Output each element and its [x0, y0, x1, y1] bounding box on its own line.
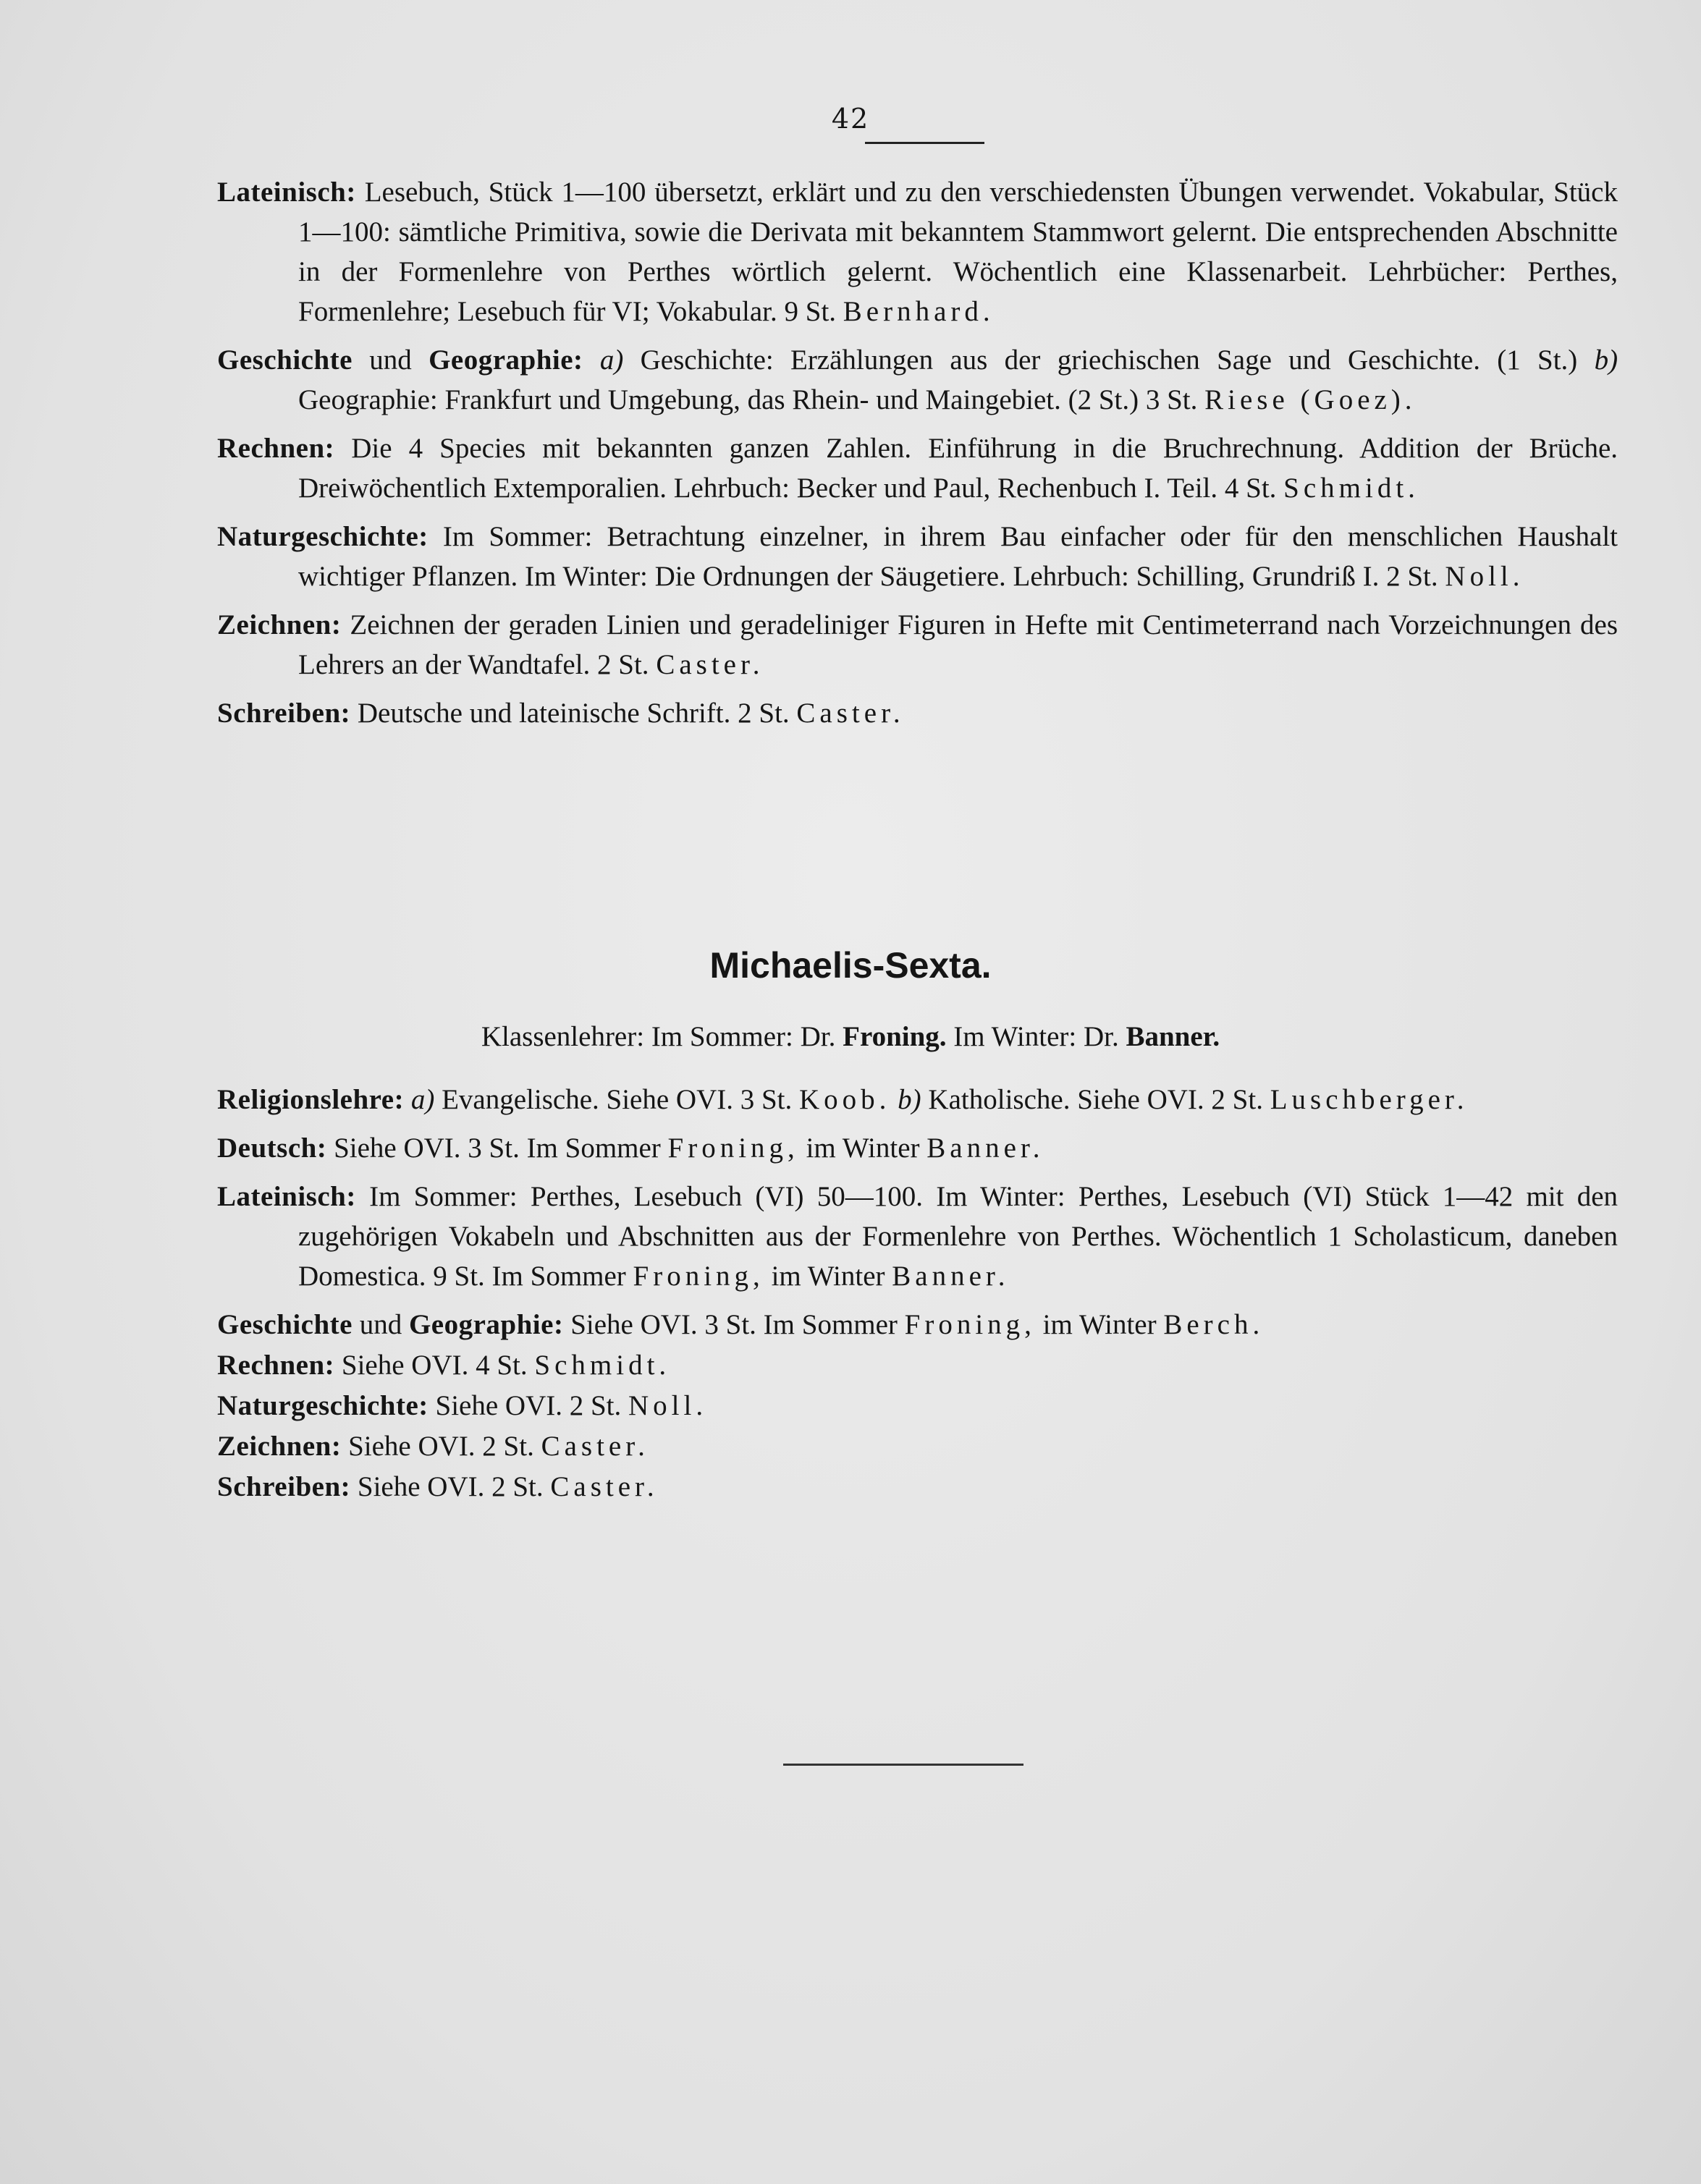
entry-geschichte-geographie — [217, 340, 1618, 420]
part-a-text: Evangelische. Siehe OVI. 3 St. — [442, 1084, 793, 1115]
entry-rechnen-michaelis — [217, 1345, 1618, 1386]
subject-label: Lateinisch: — [217, 177, 356, 208]
subject-label: Deutsch: — [217, 1133, 327, 1164]
teacher-name: Caster. — [796, 698, 905, 729]
part-a-text: Geschichte: Erzählungen aus der griechischen Sage und Geschichte. (1 St.) — [640, 344, 1578, 376]
class-teacher-line — [0, 1020, 1701, 1053]
subject-label: Schreiben: — [217, 1471, 351, 1502]
subject-label: Naturgeschichte: — [217, 521, 429, 552]
teacher-name: Froning, — [633, 1261, 764, 1292]
entry-naturgeschichte — [217, 517, 1618, 596]
subject-join: und — [369, 344, 412, 376]
class-teacher-intro: Klassenlehrer: Im Sommer: Dr. — [481, 1021, 836, 1052]
teacher-name: Noll. — [628, 1390, 708, 1421]
entry-deutsch — [217, 1128, 1618, 1168]
teacher-name-2: Banner. — [892, 1261, 1010, 1292]
subject-join: und — [359, 1309, 402, 1340]
entry-text: Die 4 Species mit bekannten ganzen Zahlen. Einführung in die Bruchrechnung. Addition der Brüche. Dreiwöchentlich Extemporalien. Lehrbuch: Becker und Paul, Rechenbuch I. Teil. 4 St. — [298, 433, 1618, 504]
teacher-name: Schmidt. — [534, 1350, 671, 1381]
entry-text: Im Sommer: Perthes, Lesebuch (VI) 50—100. Im Winter: Perthes, Lesebuch (VI) Stück 1—42 mit den zugehörigen Vokabeln und Abschnitten aus der Formenlehre von Perthes. Wöchentlich 1 Scholasticum, daneben Domestica. 9 St. Im Sommer — [298, 1181, 1618, 1292]
entry-text-mid: im Winter — [1042, 1309, 1157, 1340]
teacher-name: Caster. — [550, 1471, 659, 1502]
part-a-label: a) — [410, 1084, 435, 1115]
subject-label: Zeichnen: — [217, 1431, 342, 1462]
entry-text: Siehe OVI. 3 St. Im Sommer — [570, 1309, 898, 1340]
teacher-name: Caster. — [656, 649, 764, 680]
subject-label: Geschichte — [217, 1309, 353, 1340]
michaelis-plan — [217, 1080, 1618, 1507]
teacher-name: Schmidt. — [1283, 473, 1419, 504]
entry-text: Siehe OVI. 2 St. — [348, 1431, 534, 1462]
section-title: Michaelis-Sexta. — [709, 945, 992, 986]
subject-label: Geschichte — [217, 344, 353, 376]
subject-label: Lateinisch: — [217, 1181, 356, 1212]
subject-label-2: Geographie: — [429, 344, 583, 376]
teacher-name-2: Luschberger. — [1270, 1084, 1469, 1115]
part-b-label: b) — [1594, 344, 1618, 376]
entry-zeichnen — [217, 605, 1618, 685]
subject-label: Rechnen: — [217, 1350, 335, 1381]
entry-geschichte-michaelis — [217, 1305, 1618, 1345]
closing-rule — [783, 1764, 1023, 1766]
entry-text: Lesebuch, Stück 1—100 übersetzt, erklärt und zu den verschiedensten Übungen verwendet. Vokabular, Stück 1—100: sämtliche Primitiva, sowie die Derivata mit bekanntem Stammwort gelernt. Die entsprechenden Abschnitte in der Formenlehre von Perthes wörtlich gelernt. Wöchentlich eine Klassenarbeit. Lehrbücher: Perthes, Formenlehre; Lesebuch für VI; Vokabular. 9 St. — [298, 177, 1618, 327]
sexta-plan — [217, 172, 1618, 742]
class-teacher-summer: Froning. — [843, 1021, 947, 1052]
entry-naturgeschichte-michaelis — [217, 1386, 1618, 1426]
page-number: 42 — [831, 103, 870, 135]
part-b-label: b) — [898, 1084, 921, 1115]
teacher-name: Froning, — [904, 1309, 1036, 1340]
teacher-name: Froning, — [667, 1133, 799, 1164]
entry-text: Zeichnen der geraden Linien und geradeliniger Figuren in Hefte mit Centimeterrand nach Vorzeichnungen des Lehrers an der Wandtafel. 2 St. — [298, 609, 1618, 680]
subject-label: Religionslehre: — [217, 1084, 405, 1115]
entry-religionslehre — [217, 1080, 1618, 1119]
page-number-rule — [865, 142, 984, 144]
subject-label: Naturgeschichte: — [217, 1390, 429, 1421]
teacher-name-2: Banner. — [927, 1133, 1044, 1164]
teacher-name: Bernhard. — [843, 296, 995, 327]
teacher-name-2: Berch. — [1163, 1309, 1265, 1340]
subject-label: Schreiben: — [217, 698, 351, 729]
teacher-name: Noll. — [1445, 561, 1524, 592]
entry-rechnen — [217, 428, 1618, 508]
teacher-name: Koob. — [799, 1084, 891, 1115]
subject-label: Rechnen: — [217, 433, 335, 464]
part-a-label: a) — [599, 344, 624, 376]
entry-lateinisch-michaelis — [217, 1177, 1618, 1296]
entry-text-mid: im Winter — [806, 1133, 920, 1164]
entry-text-mid: im Winter — [771, 1261, 885, 1292]
entry-text: Im Sommer: Betrachtung einzelner, in ihrem Bau einfacher oder für den menschlichen Haushalt wichtiger Pflanzen. Im Winter: Die Ordnungen der Säugetiere. Lehrbuch: Schilling, Grundriß I. 2 St. — [298, 521, 1618, 592]
class-teacher-mid: Im Winter: Dr. — [953, 1021, 1119, 1052]
entry-lateinisch — [217, 172, 1618, 331]
entry-schreiben — [217, 693, 1618, 733]
subject-label-2: Geographie: — [408, 1309, 564, 1340]
entry-text: Deutsche und lateinische Schrift. 2 St. — [357, 698, 790, 729]
entry-text: Siehe OVI. 2 St. — [435, 1390, 622, 1421]
entry-zeichnen-michaelis — [217, 1426, 1618, 1467]
subject-label: Zeichnen: — [217, 609, 342, 640]
entry-text: Siehe OVI. 2 St. — [357, 1471, 544, 1502]
teacher-name: Caster. — [541, 1431, 649, 1462]
entry-schreiben-michaelis — [217, 1467, 1618, 1507]
entry-text: Siehe OVI. 4 St. — [341, 1350, 528, 1381]
part-b-text: Geographie: Frankfurt und Umgebung, das Rhein- und Maingebiet. (2 St.) 3 St. — [298, 384, 1198, 415]
part-b-text: Katholische. Siehe OVI. 2 St. — [928, 1084, 1263, 1115]
class-teacher-winter: Banner. — [1126, 1021, 1220, 1052]
entry-text: Siehe OVI. 3 St. Im Sommer — [334, 1133, 661, 1164]
short-entries — [217, 1305, 1618, 1507]
teacher-name: Riese (Goez). — [1204, 384, 1417, 415]
